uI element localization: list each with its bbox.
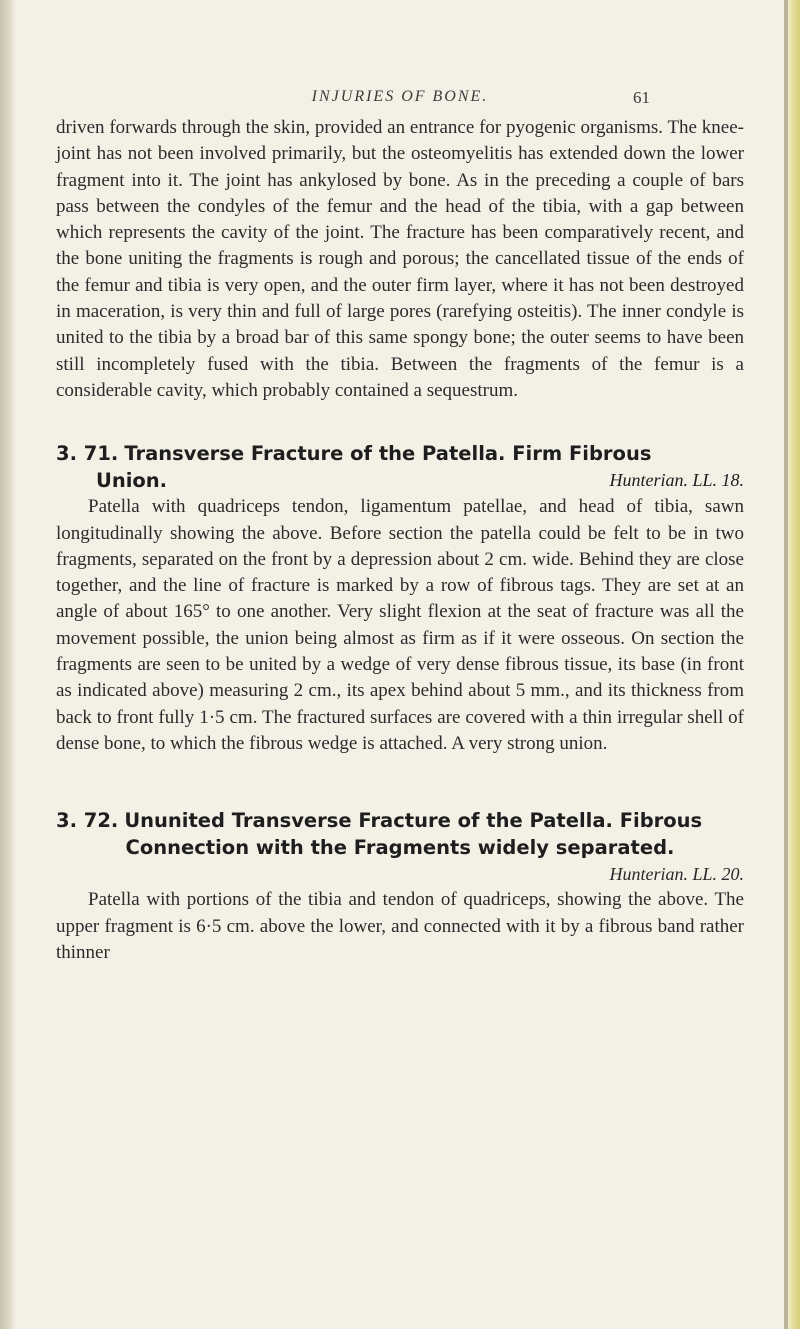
entry-reference: Hunterian. LL. 20.: [609, 864, 744, 885]
entry-title-line2: [56, 467, 744, 494]
page-gutter-shadow: [0, 0, 16, 1329]
entry-number: 3. 72.: [56, 809, 119, 833]
catalogue-entry: [56, 440, 744, 757]
page-number: 61: [633, 88, 650, 107]
entry-description: Patella with portions of the tibia and tendon of quadriceps, showing the above. The upper fragment is 6·5 cm. above the lower, and connected with it by a fibrous band rather thinner: [56, 889, 744, 963]
entry-description: Patella with quadriceps tendon, ligamentum patellae, and head of tibia, sawn longitudinally showing the above. Before section the patella could be felt to be in two fragments, separated on the front by a depression about 2 cm. wide. Behind they are close together, and the line of fracture is marked by a row of fibrous tags. They are set at an angle of about 165° to one another. Very slight flexion at the seat of fracture was all the movement possible, the union being almost as firm as if it were osseous. On section the fragments are seen to be united by a wedge of very dense fibrous tissue, its base (in front as indicated above) measuring 2 cm., its apex behind about 5 mm., and its thickness from back to front fully 1·5 cm. The fractured surfaces are covered with a thin irregular shell of dense bone, to which the fibrous wedge is attached. A very strong union.: [56, 496, 744, 754]
entry-title-cont: Union.: [96, 469, 168, 493]
page-edge: [788, 0, 800, 1329]
intro-paragraph: driven forwards through the skin, provided an entrance for pyogenic organisms. The knee-joint has not been involved primarily, but the osteomyelitis has extended down the lower fragment into it. The joint has ankylosed by bone. As in the preceding a couple of bars pass between the condyles of the femur and the head of the tibia, with a gap between which represents the cavity of the joint. The fracture has been comparatively recent, and the bone uniting the fragments is rough and porous; the cancellated tissue of the ends of the femur and tibia is very open, and the outer firm layer, where it has not been destroyed in maceration, is very thin and full of large pores (rarefying osteitis). The inner condyle is united to the tibia by a broad bar of this same spongy bone; the outer seems to have been still incompletely fused with the tibia. Between the fragments of the femur is a considerable cavity, which probably contained a sequestrum.: [56, 117, 744, 401]
entry-title: Ununited Transverse Fracture of the Patella. Fibrous: [124, 809, 703, 833]
entry-title-line1: [56, 440, 744, 467]
entry-title: Transverse Fracture of the Patella. Firm Fibrous: [124, 442, 652, 466]
entry-reference: Hunterian. LL. 18.: [609, 470, 744, 491]
running-head-title: INJURIES OF BONE.: [311, 88, 489, 105]
running-head: [0, 88, 800, 110]
entry-number: 3. 71.: [56, 442, 119, 466]
catalogue-entry: [56, 807, 744, 966]
entry-title-line2: Connection with the Fragments widely separated.: [125, 836, 675, 860]
page-body: [56, 115, 744, 966]
entry-title-line1: [56, 807, 744, 834]
